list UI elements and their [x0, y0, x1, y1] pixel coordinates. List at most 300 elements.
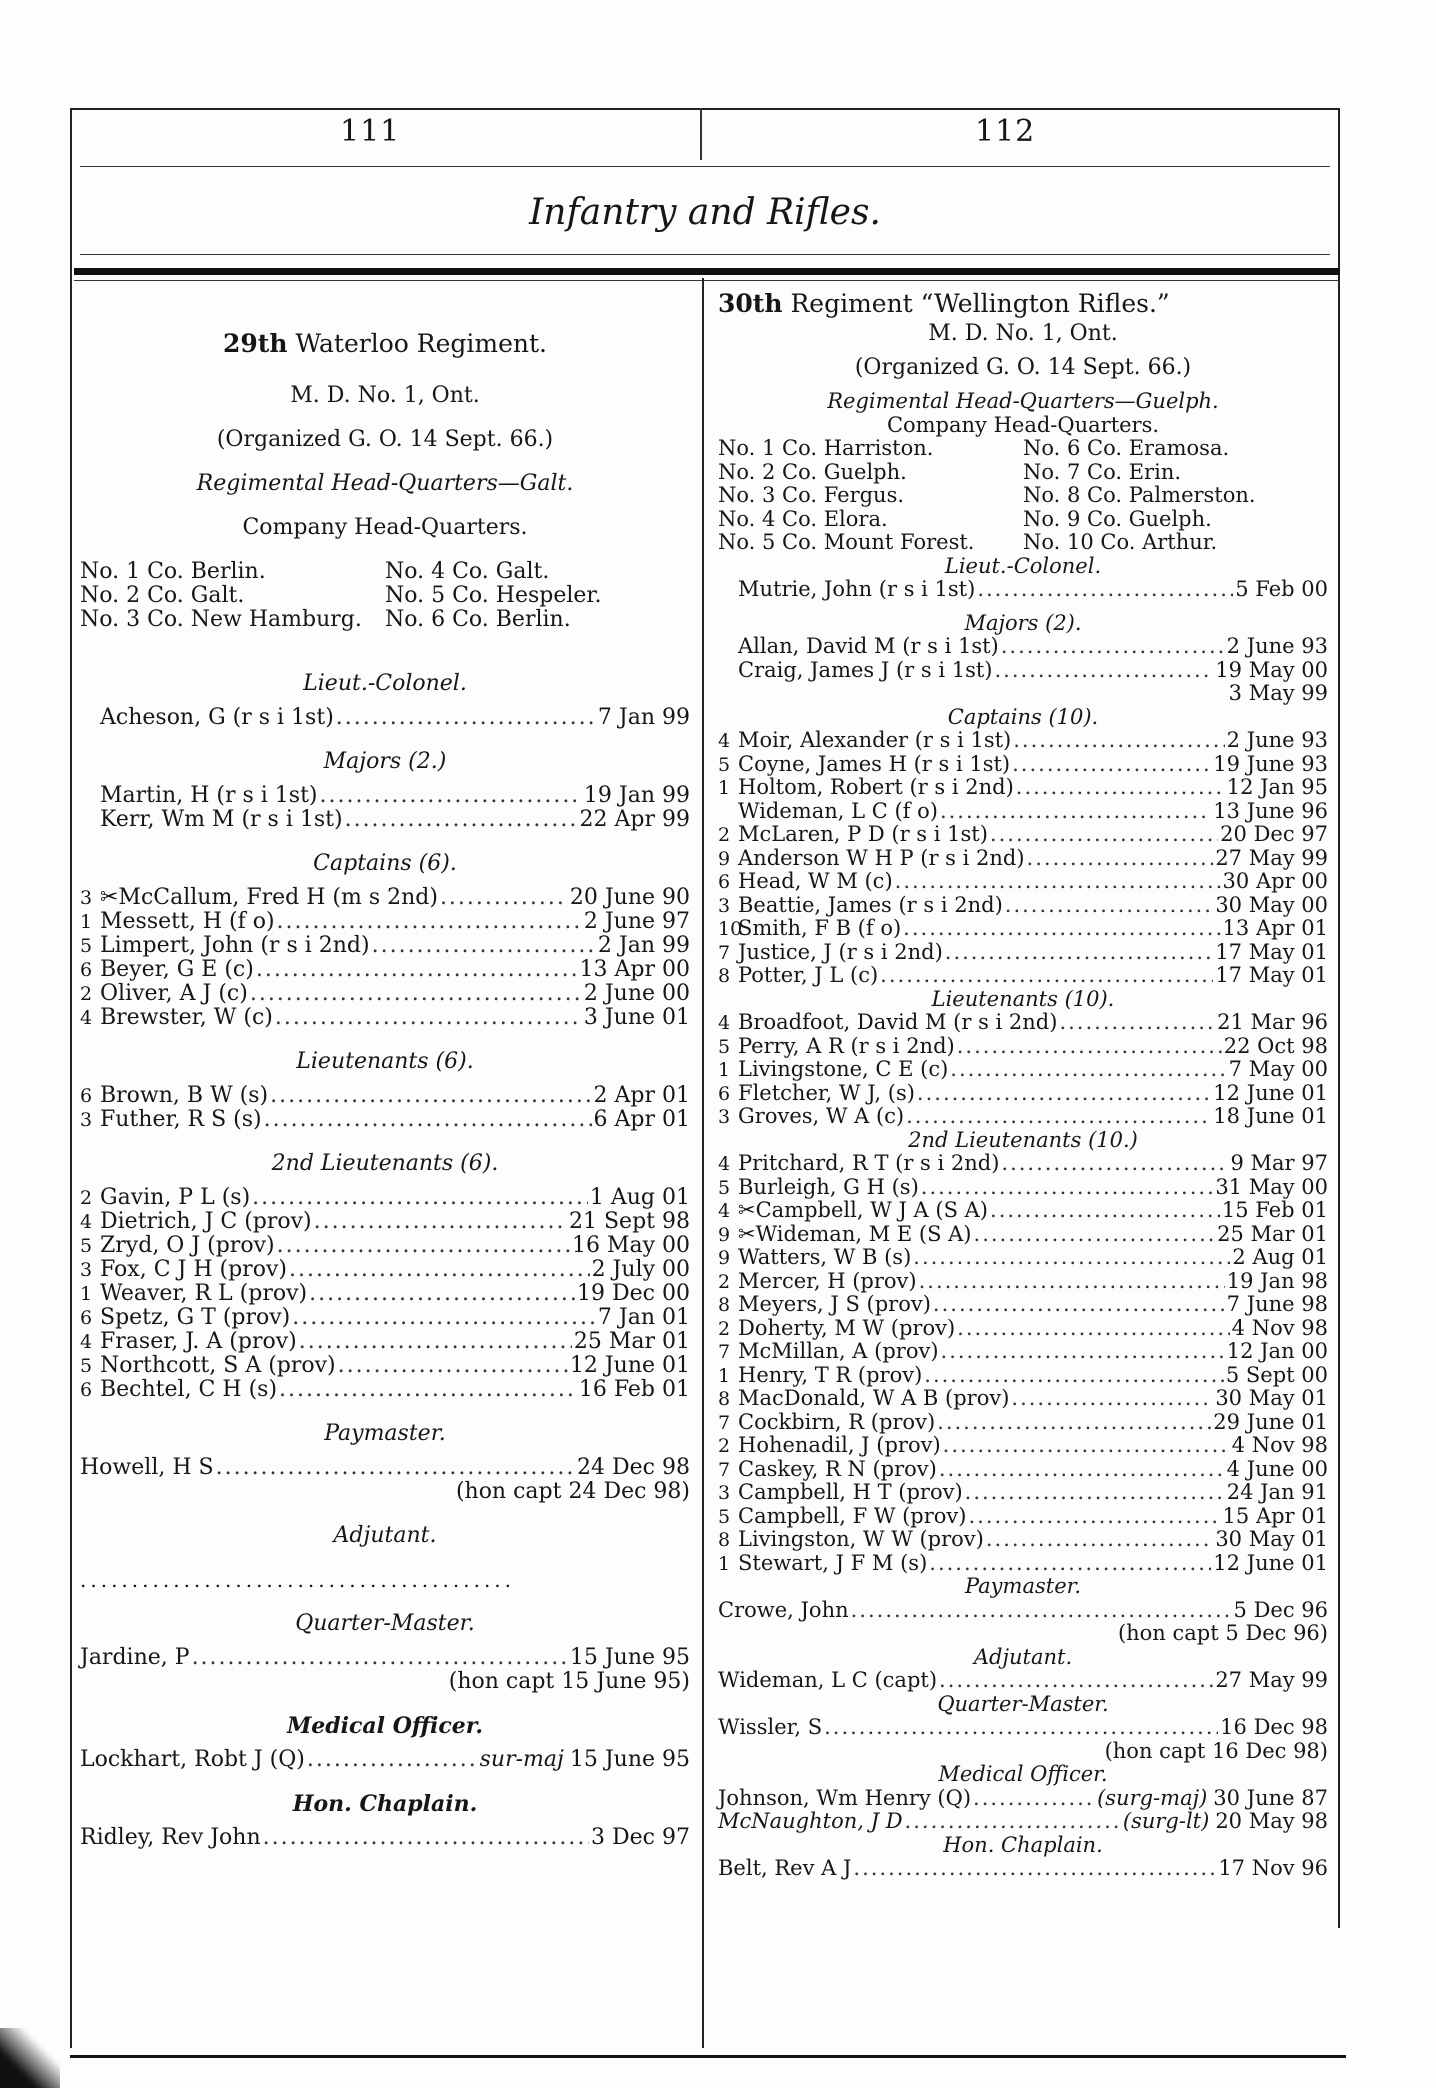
commission-date: 21 Sept 98	[569, 1209, 690, 1234]
regimental-hq: Regimental Head-Quarters—Galt.	[196, 471, 574, 496]
leader-dots	[1013, 729, 1224, 753]
company-number: 5	[718, 753, 731, 776]
commission-date: 16 May 00	[571, 1233, 690, 1258]
company-number: 4	[80, 1007, 93, 1029]
officer-name: Kerr, Wm M (r s i 1st)	[100, 807, 343, 832]
officer-name: MacDonald, W A B (prov)	[738, 1386, 1010, 1410]
officer-entry	[80, 1108, 690, 1132]
officer-entry	[718, 823, 1328, 847]
medical-officer-rank: sur-maj	[479, 1747, 564, 1772]
company-number: 2	[718, 1435, 731, 1457]
quarter-master-entry	[80, 1646, 690, 1670]
leader-dots	[950, 1058, 1226, 1082]
left-column	[80, 282, 690, 1850]
leader-dots	[929, 1552, 1211, 1576]
officer-name: Weaver, R L (prov)	[100, 1281, 308, 1306]
company-number: 9	[718, 1247, 731, 1269]
officer-entry	[718, 776, 1328, 800]
commission-date: 2 July 00	[591, 1257, 690, 1282]
majors-list	[718, 635, 1328, 682]
officer-name: Caskey, R N (prov)	[738, 1456, 937, 1481]
company-entry: No. 3 Co. New Hamburg.	[80, 607, 362, 632]
page-number-divider	[700, 108, 702, 160]
officer-name: Futher, R S (s)	[100, 1107, 262, 1132]
officer-name: Acheson, G (r s i 1st)	[100, 705, 334, 730]
lieutenants-heading: Lieutenants (6).	[296, 1049, 474, 1074]
company-number: 3	[718, 1106, 731, 1128]
company-entry: No. 4 Co. Elora.	[718, 506, 888, 531]
company-number: 1	[718, 1059, 731, 1081]
officer-entry	[80, 982, 690, 1006]
officer-name: Fraser, J. A (prov)	[100, 1329, 297, 1354]
quarter-master-note: (hon capt 15 June 95)	[448, 1669, 690, 1694]
quarter-master-name: Wissler, S	[718, 1715, 823, 1739]
leader-dots	[289, 1258, 590, 1282]
officer-entry	[718, 917, 1328, 941]
leader-dots	[957, 1035, 1222, 1059]
regiment-name: Waterloo Regiment.	[287, 329, 547, 358]
second-lieutenants-heading: 2nd Lieutenants (6).	[271, 1151, 499, 1176]
officer-name: Fox, C J H (prov)	[100, 1257, 287, 1282]
page-number-left: 111	[340, 114, 401, 149]
officer-name: Livingstone, C E (c)	[738, 1057, 949, 1081]
company-number: 6	[80, 959, 93, 981]
company-number: 5	[80, 935, 93, 957]
officer-entry	[718, 1552, 1328, 1576]
second-lieutenants-heading: 2nd Lieutenants (10.)	[908, 1127, 1138, 1152]
officer-entry	[80, 1084, 690, 1108]
officer-name: Groves, W A (c)	[738, 1104, 905, 1128]
company-entry: No. 9 Co. Guelph.	[1023, 506, 1212, 531]
leader-dots	[990, 1199, 1220, 1223]
leader-dots	[933, 1293, 1225, 1317]
leader-dots	[986, 1528, 1213, 1552]
regiment-title	[80, 329, 690, 364]
officer-entry	[718, 1434, 1328, 1458]
leader-dots	[1027, 847, 1214, 871]
paymaster-entry	[80, 1456, 690, 1480]
officer-entry	[80, 706, 690, 730]
commission-date: 19 Dec 00	[577, 1281, 690, 1306]
officer-entry	[718, 1176, 1328, 1200]
company-row	[80, 608, 690, 632]
commission-date: 21 Mar 96	[1217, 1010, 1328, 1034]
officer-name: Anderson W H P (r s i 2nd)	[738, 845, 1025, 870]
quarter-master-entry	[718, 1716, 1328, 1740]
company-number: 4	[718, 1012, 731, 1034]
company-number: 5	[80, 1235, 93, 1257]
company-entry: No. 8 Co. Palmerston.	[1023, 483, 1256, 507]
page-number-right: 112	[975, 114, 1036, 149]
lieut-colonel-heading: Lieut.-Colonel.	[303, 671, 467, 696]
officer-entry	[80, 1234, 690, 1258]
paymaster-heading: Paymaster.	[324, 1421, 446, 1446]
company-number: 4	[80, 1331, 93, 1353]
regiment-name: Regiment “Wellington Rifles.”	[782, 289, 1170, 318]
leader-dots	[880, 964, 1213, 988]
officer-name: Livingston, W W (prov)	[738, 1527, 984, 1551]
leader-dots	[309, 1282, 575, 1306]
leader-dots	[1001, 635, 1225, 659]
title-rule	[80, 254, 1330, 255]
officer-name: Perry, A R (r s i 2nd)	[738, 1033, 955, 1058]
commission-date: 19 Jan 99	[583, 783, 690, 808]
column-divider	[702, 278, 704, 2048]
commission-date: 12 Jan 00	[1226, 1339, 1328, 1363]
commission-date: 5 Feb 00	[1235, 577, 1328, 601]
chaplain-entry	[80, 1826, 690, 1850]
commission-date: 1 Aug 01	[589, 1185, 690, 1210]
lieut-colonel-list	[718, 578, 1328, 602]
leader-dots	[921, 1176, 1214, 1200]
regiment-title	[718, 289, 1328, 322]
leader-dots	[275, 1006, 582, 1030]
officer-entry	[718, 659, 1328, 683]
company-number: 7	[718, 1341, 731, 1363]
company-list	[718, 437, 1328, 555]
paymaster-date: 24 Dec 98	[577, 1455, 690, 1480]
company-number: 2	[80, 983, 93, 1005]
officer-entry	[718, 1199, 1328, 1223]
company-number: 3	[80, 887, 93, 909]
officer-name: Mutrie, John (r s i 1st)	[738, 577, 976, 601]
company-hq-heading: Company Head-Quarters.	[886, 412, 1160, 437]
officer-name: Smith, F B (f o)	[738, 916, 902, 940]
officer-name: Broadfoot, David M (r s i 2nd)	[738, 1010, 1058, 1034]
majors-heading: Majors (2.)	[323, 749, 447, 774]
officer-entry	[80, 1186, 690, 1210]
leader-dots	[1016, 776, 1225, 800]
commission-date: 6 Apr 01	[593, 1107, 690, 1132]
medical-officer-name: Johnson, Wm Henry (Q)	[718, 1785, 972, 1810]
commission-date: 17 May 01	[1215, 963, 1328, 987]
second-lieutenants-list	[718, 1152, 1328, 1575]
company-number: 5	[718, 1505, 731, 1528]
captains-list	[80, 886, 690, 1030]
officer-entry	[718, 1481, 1328, 1505]
company-number: 8	[718, 1294, 731, 1316]
leader-dots	[965, 1481, 1225, 1505]
header-rule	[80, 166, 1330, 167]
officer-entry	[718, 1011, 1328, 1035]
right-border	[1338, 108, 1340, 1928]
commission-date: 3 June 01	[583, 1005, 690, 1030]
company-entry: No. 2 Co. Galt.	[80, 583, 245, 608]
officer-entry	[718, 578, 1328, 602]
officer-name: Bechtel, C H (s)	[100, 1377, 278, 1402]
leader-dots	[943, 1434, 1230, 1458]
lieut-colonel-list	[80, 706, 690, 730]
leader-dots	[940, 800, 1211, 824]
company-entry: No. 3 Co. Fergus.	[718, 483, 905, 507]
captains-heading: Captains (6).	[313, 851, 457, 876]
company-number: 8	[718, 1388, 731, 1410]
leader-dots	[277, 1234, 570, 1258]
commission-date: 20 June 90	[569, 885, 690, 910]
majors-list	[80, 784, 690, 832]
officer-name: Holtom, Robert (r s i 2nd)	[738, 775, 1014, 799]
officer-name: Doherty, M W (prov)	[738, 1315, 956, 1340]
commission-date: 2 Jan 99	[597, 933, 690, 958]
officer-name: Potter, J L (c)	[738, 963, 879, 987]
officer-name: Coyne, James H (r s i 1st)	[738, 751, 1011, 776]
leader-dots	[338, 1354, 568, 1378]
chaplain-name: Ridley, Rev John	[80, 1825, 261, 1850]
officer-entry	[80, 1258, 690, 1282]
organized-order: (Organized G. O. 14 Sept. 66.)	[216, 427, 554, 452]
commission-date: 2 Aug 01	[1232, 1245, 1328, 1269]
commission-date: 12 June 01	[569, 1353, 690, 1378]
company-row	[718, 437, 1328, 461]
commission-date: 4 Nov 98	[1231, 1433, 1328, 1457]
top-border	[70, 108, 1340, 110]
lieutenants-heading: Lieutenants (10).	[931, 986, 1115, 1011]
company-number: 5	[80, 1355, 93, 1377]
officer-name: Craig, James J (r s i 1st)	[738, 657, 993, 682]
officer-name: Dietrich, J C (prov)	[100, 1209, 312, 1234]
officer-entry	[718, 1505, 1328, 1529]
commission-date: 7 June 98	[1226, 1292, 1328, 1316]
officer-name: McLaren, P D (r s i 1st)	[738, 822, 988, 846]
chaplain-date: 3 Dec 97	[591, 1825, 690, 1850]
commission-date: 2 June 97	[583, 909, 690, 934]
company-number: 6	[80, 1307, 93, 1329]
leader-dots	[1005, 894, 1214, 918]
commission-date: 19 June 93	[1213, 751, 1328, 776]
company-number: 7	[718, 941, 731, 964]
officer-entry	[718, 1105, 1328, 1129]
company-entry: No. 7 Co. Erin.	[1023, 459, 1182, 484]
company-number: 2	[718, 824, 731, 846]
officer-name: Meyers, J S (prov)	[738, 1292, 931, 1316]
leader-dots	[945, 941, 1214, 965]
commission-date: 30 May 01	[1215, 1386, 1328, 1410]
officer-entry	[80, 934, 690, 958]
right-column	[718, 282, 1328, 1881]
company-hq-heading: Company Head-Quarters.	[242, 515, 528, 540]
officer-name: Watters, W B (s)	[738, 1245, 912, 1269]
medical-officer-rank: (surg-lt)	[1122, 1809, 1210, 1833]
commission-date: 2 June 00	[583, 981, 690, 1006]
officer-entry	[80, 910, 690, 934]
officer-name: McMillan, A (prov)	[738, 1339, 939, 1363]
adjutant-date: 27 May 99	[1215, 1668, 1328, 1692]
lieutenants-list	[718, 1011, 1328, 1129]
officer-name: Campbell, H T (prov)	[738, 1480, 963, 1504]
officer-name: Gavin, P L (s)	[100, 1185, 251, 1210]
commission-date: 31 May 00	[1215, 1174, 1328, 1199]
officer-entry	[80, 1330, 690, 1354]
medical-officer-name: Lockhart, Robt J (Q)	[80, 1747, 305, 1772]
leader-dots	[941, 1340, 1225, 1364]
company-number: 2	[80, 1187, 93, 1209]
medical-officer-name: McNaughton, J D	[718, 1809, 903, 1833]
commission-date: 30 Apr 00	[1222, 869, 1328, 893]
company-entry: No. 5 Co. Mount Forest.	[718, 530, 975, 554]
leader-dots	[250, 982, 582, 1006]
leader-dots	[917, 1082, 1211, 1106]
paymaster-name: Howell, H S	[80, 1455, 214, 1480]
company-number: 2	[718, 1270, 731, 1293]
commission-date: 2 June 93	[1226, 728, 1328, 752]
officer-name: Limpert, John (r s i 2nd)	[100, 933, 370, 958]
officer-name: Campbell, F W (prov)	[738, 1503, 967, 1528]
officer-entry	[718, 1223, 1328, 1247]
leader-dots	[299, 1330, 572, 1354]
adjutant-blank: ..........................................	[80, 1568, 516, 1592]
commission-date: 12 June 01	[1213, 1550, 1328, 1575]
commission-date: 12 June 01	[1213, 1080, 1328, 1105]
lieut-colonel-heading: Lieut.-Colonel.	[944, 553, 1102, 578]
officer-name: Brown, B W (s)	[100, 1083, 269, 1108]
paymaster-heading: Paymaster.	[964, 1574, 1082, 1598]
company-number: 6	[80, 1379, 93, 1401]
company-number: 10	[718, 918, 743, 940]
officer-entry	[80, 1306, 690, 1330]
chaplain-entry	[718, 1857, 1328, 1881]
chaplain-date: 17 Nov 96	[1218, 1856, 1328, 1880]
commission-date: 17 May 01	[1215, 939, 1328, 964]
company-number: 4	[80, 1211, 93, 1233]
commission-date: 19 Jan 98	[1226, 1268, 1328, 1293]
company-entry: No. 2 Co. Guelph.	[718, 459, 907, 484]
officer-entry	[718, 870, 1328, 894]
officer-entry	[718, 941, 1328, 965]
company-row	[718, 531, 1328, 555]
company-number: 9	[718, 847, 731, 870]
leader-dots	[252, 1186, 588, 1210]
medical-officer-heading: Medical Officer.	[286, 1713, 484, 1739]
commission-date: 29 June 01	[1213, 1409, 1328, 1434]
leader-dots	[264, 1108, 592, 1132]
leader-dots	[957, 1317, 1230, 1341]
commission-date: 15 Feb 01	[1221, 1198, 1328, 1222]
majors-heading: Majors (2).	[964, 610, 1082, 635]
company-number: 5	[718, 1035, 731, 1058]
commission-date: 4 June 00	[1226, 1456, 1328, 1481]
commission-date: 19 May 00	[1215, 657, 1328, 682]
military-district: M. D. No. 1, Ont.	[290, 383, 480, 408]
company-number: 4	[718, 1153, 731, 1175]
commission-date: 4 Nov 98	[1231, 1315, 1328, 1340]
commission-date: 7 Jan 99	[597, 705, 690, 730]
adjutant-entry	[718, 1669, 1328, 1693]
chaplain-heading: Hon. Chaplain.	[292, 1791, 478, 1817]
leader-dots	[256, 958, 578, 982]
company-row	[80, 584, 690, 608]
officer-entry	[718, 1035, 1328, 1059]
company-number: 6	[80, 1085, 93, 1107]
officer-name: Martin, H (r s i 1st)	[100, 783, 318, 808]
leader-dots	[924, 1364, 1224, 1388]
officer-name: Allan, David M (r s i 1st)	[738, 634, 999, 658]
regimental-hq: Regimental Head-Quarters—Guelph.	[827, 389, 1219, 413]
paymaster-note: (hon capt 5 Dec 96)	[1117, 1621, 1328, 1645]
officer-name: Brewster, W (c)	[100, 1005, 273, 1030]
paymaster-name: Crowe, John	[718, 1597, 849, 1622]
leader-dots	[440, 886, 568, 910]
officer-name: Cockbirn, R (prov)	[738, 1409, 936, 1434]
leader-dots	[277, 910, 582, 934]
officer-entry	[80, 1210, 690, 1234]
leader-dots	[903, 917, 1220, 941]
company-entry: No. 5 Co. Hespeler.	[385, 583, 602, 608]
company-number: 7	[718, 1458, 731, 1481]
captains-heading: Captains (10).	[947, 704, 1099, 729]
officer-name: Burleigh, G H (s)	[738, 1174, 919, 1199]
officer-entry	[80, 1006, 690, 1030]
quarter-master-note: (hon capt 16 Dec 98)	[1104, 1738, 1328, 1763]
leader-dots	[292, 1306, 596, 1330]
commission-date: 12 Jan 95	[1226, 775, 1328, 799]
commission-date: 18 June 01	[1213, 1104, 1328, 1128]
adjutant-heading: Adjutant.	[973, 1644, 1073, 1669]
commission-date: 30 May 00	[1215, 892, 1328, 917]
quarter-master-heading: Quarter-Master.	[937, 1691, 1109, 1716]
company-entry: No. 6 Co. Eramosa.	[1023, 436, 1230, 460]
medical-officer-heading: Medical Officer.	[938, 1762, 1108, 1786]
leader-dots	[372, 934, 596, 958]
officer-name: Oliver, A J (c)	[100, 981, 248, 1006]
commission-date: 20 Dec 97	[1220, 822, 1328, 846]
commission-date: 27 May 99	[1215, 845, 1328, 870]
officer-name: Fletcher, W J, (s)	[738, 1080, 915, 1105]
company-number: 1	[80, 1283, 93, 1305]
leader-dots	[977, 578, 1233, 602]
commission-date: 13 Apr 00	[579, 957, 690, 982]
leader-dots	[913, 1246, 1230, 1270]
military-district: M. D. No. 1, Ont.	[928, 321, 1118, 346]
organized-order: (Organized G. O. 14 Sept. 66.)	[854, 355, 1192, 380]
company-number: 3	[80, 1259, 93, 1281]
medical-officer-date: 30 June 87	[1213, 1785, 1328, 1810]
officer-entry	[718, 894, 1328, 918]
left-border	[70, 108, 72, 2048]
leader-dots	[968, 1505, 1220, 1529]
regiment-number: 30th	[718, 289, 783, 318]
officer-name: Beyer, G E (c)	[100, 957, 254, 982]
officer-entry	[80, 1354, 690, 1378]
officer-entry	[718, 1152, 1328, 1176]
bottom-rule	[70, 2055, 1346, 2058]
officer-name: Messett, H (f o)	[100, 909, 275, 934]
commission-date: 2 June 93	[1226, 634, 1328, 658]
company-row	[718, 508, 1328, 532]
medical-officer-entry	[718, 1810, 1328, 1834]
officer-entry	[718, 964, 1328, 988]
officer-name: Northcott, S A (prov)	[100, 1353, 336, 1378]
commission-date: 9 Mar 97	[1230, 1151, 1328, 1175]
leader-dots	[1001, 1152, 1228, 1176]
officer-name: Beattie, James (r s i 2nd)	[738, 892, 1003, 917]
company-number: 1	[718, 777, 731, 799]
quarter-master-heading: Quarter-Master.	[295, 1611, 475, 1636]
quarter-master-date: 15 June 95	[569, 1645, 690, 1670]
company-number: 3	[718, 894, 731, 917]
officer-entry	[718, 729, 1328, 753]
company-entry: No. 1 Co. Harriston.	[718, 436, 934, 460]
leader-dots	[1059, 1011, 1215, 1035]
company-number: 6	[718, 1082, 731, 1105]
company-number: 9	[718, 1223, 731, 1246]
company-row	[718, 484, 1328, 508]
officer-entry	[718, 1340, 1328, 1364]
officer-entry	[80, 808, 690, 832]
medical-officer-entry	[80, 1748, 690, 1772]
commission-date: 25 Mar 01	[1217, 1221, 1328, 1246]
leader-dots	[937, 1411, 1211, 1435]
company-number: 3	[80, 1109, 93, 1131]
